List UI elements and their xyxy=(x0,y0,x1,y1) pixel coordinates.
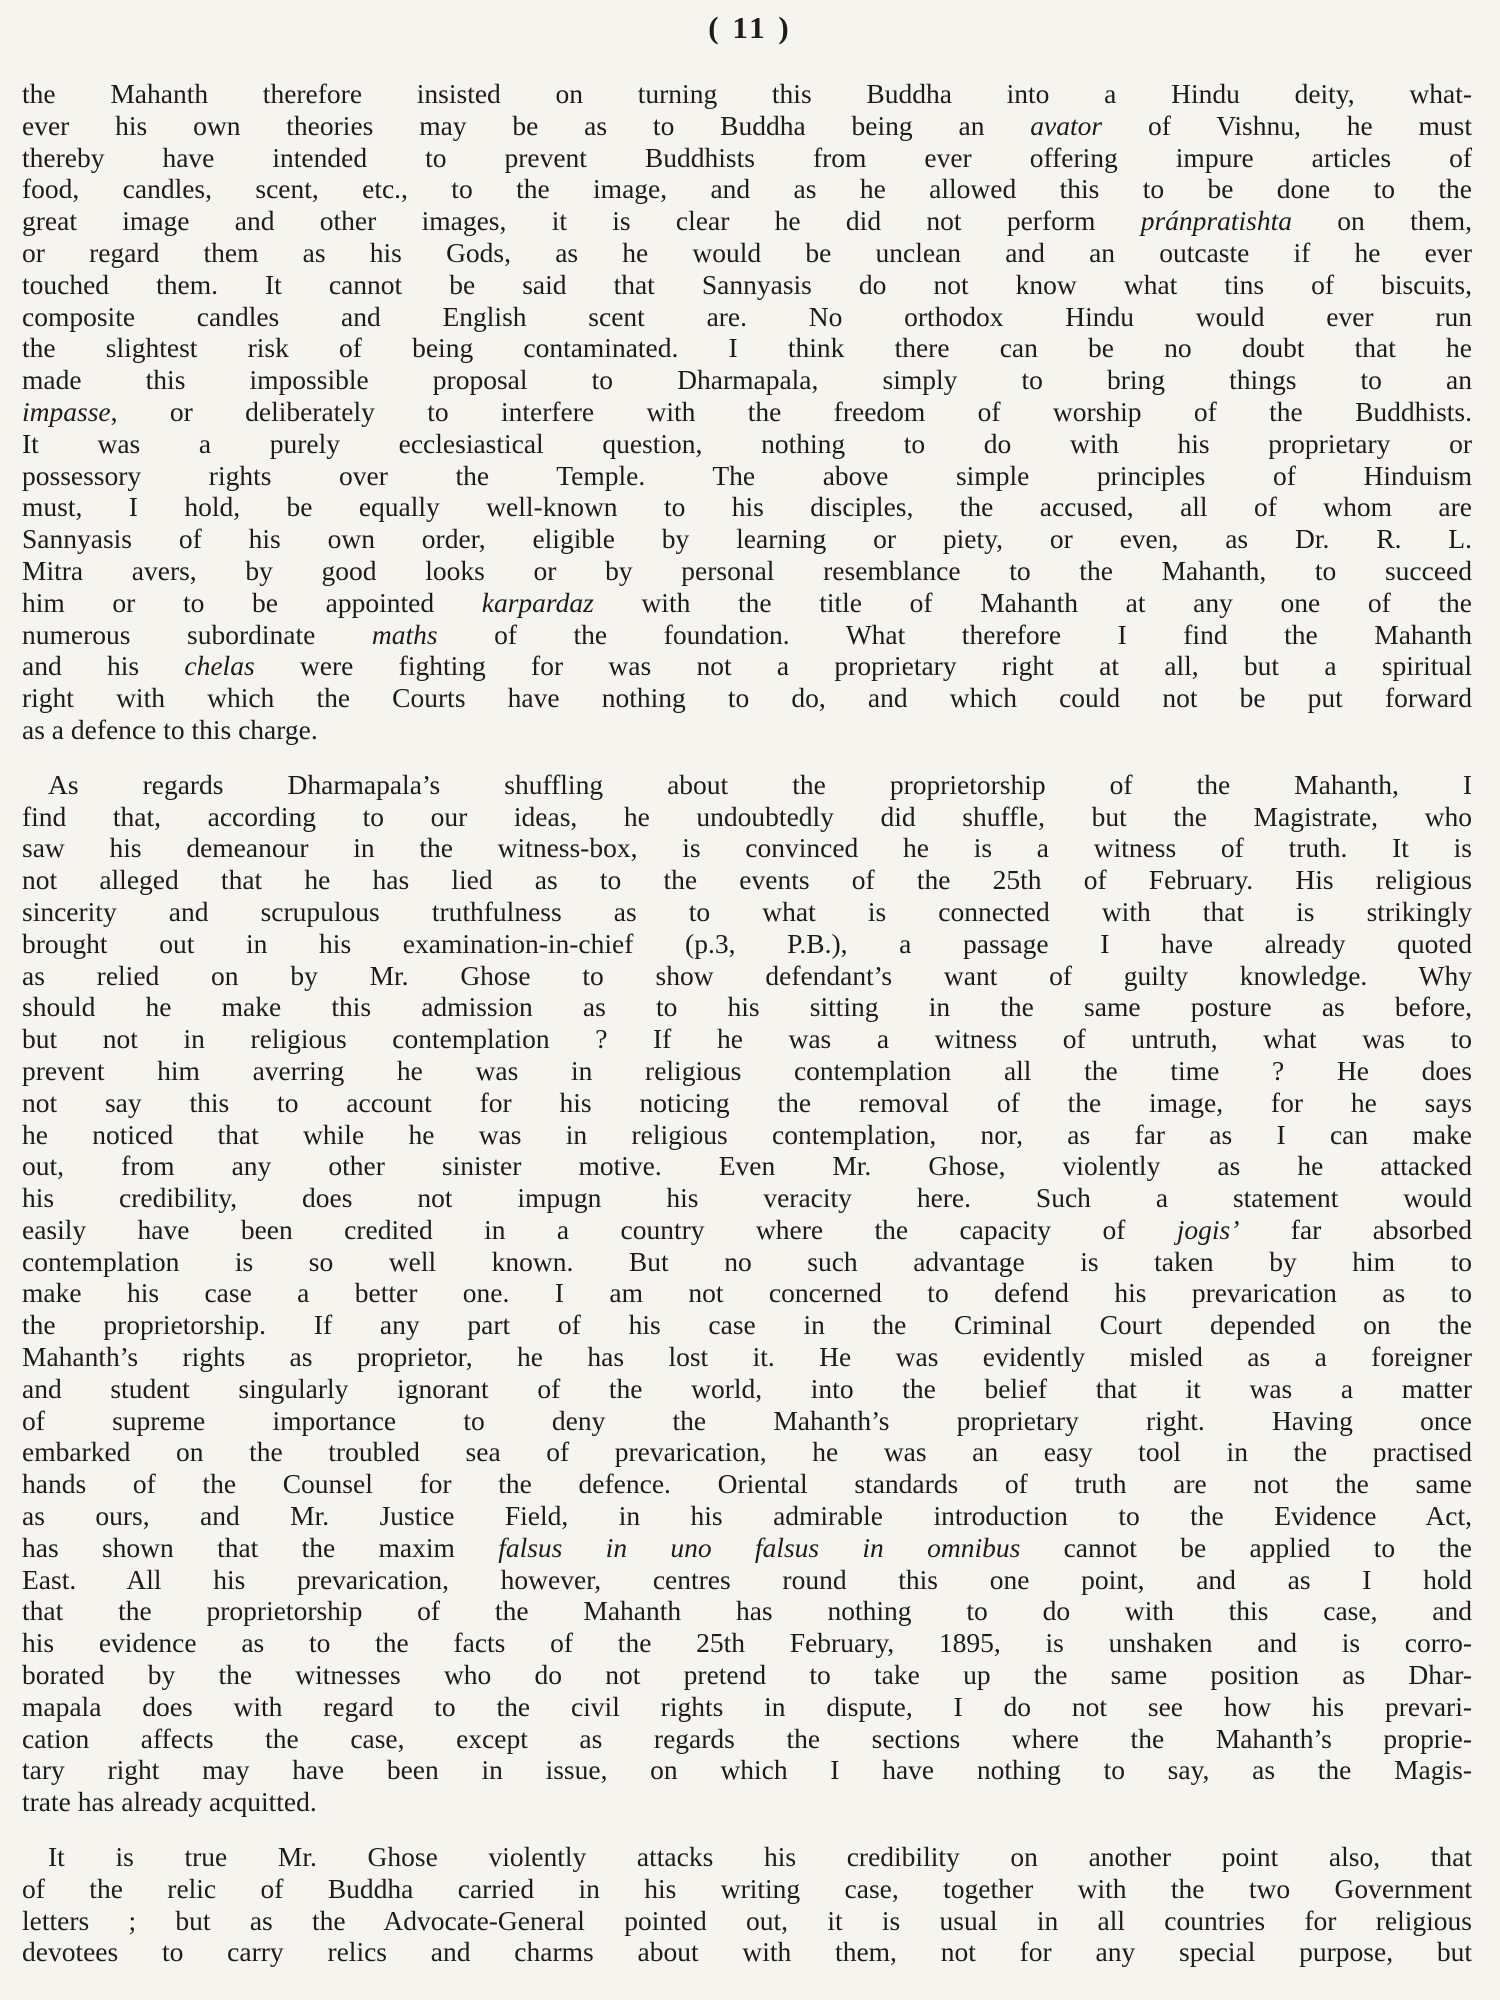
text-line: the proprietorship. If any part of his case in the Criminal Court depended on the xyxy=(22,1309,1472,1341)
text-line: composite candles and English scent are. No orthodox Hindu would ever run xyxy=(22,300,1472,332)
italic-term: jogis’ xyxy=(1176,1213,1240,1245)
text-line: make his case a better one. I am not concerned to defend his prevarication as to xyxy=(22,1277,1472,1309)
text-line: food, candles, scent, etc., to the image, and as he allowed this to be done to the xyxy=(22,173,1472,205)
text-line: East. All his prevarication, however, centres round this one point, and as I hold xyxy=(22,1563,1472,1595)
italic-term: chelas xyxy=(184,650,255,682)
text-line: his evidence as to the facts of the 25th February, 1895, is unshaken and is corro- xyxy=(22,1627,1472,1659)
body-text xyxy=(22,78,1472,1968)
text-line: contemplation is so well known. But no such advantage is taken by him to xyxy=(22,1245,1472,1277)
text-line: letters ; but as the Advocate-General pointed out, it is usual in all countries for religious xyxy=(22,1904,1472,1936)
text-line: as ours, and Mr. Justice Field, in his admirable introduction to the Evidence Act, xyxy=(22,1500,1472,1532)
text-line: as relied on by Mr. Ghose to show defendant’s want of guilty knowledge. Why xyxy=(22,959,1472,991)
italic-term: pránpratishta xyxy=(1140,205,1292,237)
text-line: or regard them as his Gods, as he would be unclean and an outcaste if he ever xyxy=(22,236,1472,268)
text-line: numerous subordinate maths of the foundation. What therefore I find the Mahanth xyxy=(22,618,1472,650)
text-line: easily have been credited in a country where the capacity of jogis’ far absorbed xyxy=(22,1213,1472,1245)
text-line: find that, according to our ideas, he undoubtedly did shuffle, but the Magistrate, who xyxy=(22,800,1472,832)
italic-term: falsus in uno falsus in omnibus xyxy=(498,1531,1021,1563)
document-page xyxy=(22,0,1478,2000)
text-line: and his chelas were fighting for was not a proprietary right at all, but a spiritual xyxy=(22,650,1472,682)
text-line: As regards Dharmapala’s shuffling about the proprietorship of the Mahanth, I xyxy=(48,768,1472,800)
text-line: Sannyasis of his own order, eligible by learning or piety, or even, as Dr. R. L. xyxy=(22,523,1472,555)
text-line: touched them. It cannot be said that Sannyasis do not know what tins of biscuits, xyxy=(22,268,1472,300)
text-line: mapala does with regard to the civil rights in dispute, I do not see how his prevari- xyxy=(22,1690,1472,1722)
text-line: impasse, or deliberately to interfere with the freedom of worship of the Buddhists. xyxy=(22,395,1472,427)
text-line: should he make this admission as to his sitting in the same posture as before, xyxy=(22,991,1472,1023)
text-line: the slightest risk of being contaminated. I think there can be no doubt that he xyxy=(22,332,1472,364)
text-line: not alleged that he has lied as to the events of the 25th of February. His religious xyxy=(22,864,1472,896)
text-line: as a defence to this charge. xyxy=(22,713,318,745)
page-number: ( 11 ) xyxy=(708,10,792,45)
text-line: ever his own theories may be as to Buddha being an avator of Vishnu, he must xyxy=(22,109,1473,141)
text-line: thereby have intended to prevent Buddhists from ever offering impure articles of xyxy=(22,141,1472,173)
text-line: the Mahanth therefore insisted on turning this Buddha into a Hindu deity, what- xyxy=(22,78,1472,109)
text-line: embarked on the troubled sea of prevarication, he was an easy tool in the practised xyxy=(22,1436,1472,1468)
text-line: that the proprietorship of the Mahanth has nothing to do with this case, and xyxy=(22,1595,1472,1627)
text-line: him or to be appointed karpardaz with the title of Mahanth at any one of the xyxy=(22,586,1472,618)
text-line: sincerity and scrupulous truthfulness as to what is connected with that is strikingly xyxy=(22,895,1472,927)
paragraph xyxy=(22,769,1472,1818)
text-line: devotees to carry relics and charms about with them, not for any special purpose, but xyxy=(22,1936,1472,1968)
text-line: borated by the witnesses who do not pretend to take up the same position as Dhar- xyxy=(22,1659,1472,1691)
text-line: made this impossible proposal to Dharmapala, simply to bring things to an xyxy=(22,364,1472,396)
text-line: must, I hold, be equally well-known to his disciples, the accused, all of whom are xyxy=(22,491,1472,523)
italic-term: impasse xyxy=(22,395,111,427)
text-line: cation affects the case, except as regards the sections where the Mahanth’s proprie- xyxy=(22,1722,1472,1754)
italic-term: maths xyxy=(371,618,438,650)
text-line: trate has already acquitted. xyxy=(22,1786,317,1818)
text-line: possessory rights over the Temple. The above simple principles of Hinduism xyxy=(22,459,1472,491)
text-line: he noticed that while he was in religious contemplation, nor, as far as I can make xyxy=(22,1118,1472,1150)
text-line: and student singularly ignorant of the world, into the belief that it was a matter xyxy=(22,1372,1472,1404)
text-line: brought out in his examination-in-chief (p.3, P.B.), a passage I have already quoted xyxy=(22,927,1472,959)
text-line: hands of the Counsel for the defence. Oriental standards of truth are not the same xyxy=(22,1468,1472,1500)
text-line: Mahanth’s rights as proprietor, he has lost it. He was evidently misled as a foreigner xyxy=(22,1341,1472,1373)
text-line: out, from any other sinister motive. Even Mr. Ghose, violently as he attacked xyxy=(22,1150,1472,1182)
italic-term: karpardaz xyxy=(481,586,594,618)
paragraph-gap xyxy=(22,1818,1472,1841)
text-line: It was a purely ecclesiastical question, nothing to do with his proprietary or xyxy=(22,427,1472,459)
text-line: his credibility, does not impugn his veracity here. Such a statement would xyxy=(22,1182,1472,1214)
text-line: It is true Mr. Ghose violently attacks his credibility on another point also, that xyxy=(48,1841,1472,1873)
paragraph xyxy=(22,1841,1472,1968)
italic-term: avator xyxy=(1030,109,1103,141)
text-line: of the relic of Buddha carried in his writing case, together with the two Government xyxy=(22,1872,1472,1904)
text-line: not say this to account for his noticing the removal of the image, for he says xyxy=(22,1086,1472,1118)
text-line: but not in religious contemplation ? If he was a witness of untruth, what was to xyxy=(22,1023,1472,1055)
text-line: great image and other images, it is clear he did not perform pránpratishta on them, xyxy=(22,205,1472,237)
text-line: saw his demeanour in the witness-box, is convinced he is a witness of truth. It is xyxy=(22,832,1472,864)
text-line: has shown that the maxim falsus in uno falsus in omnibus cannot be applied to the xyxy=(22,1531,1472,1563)
text-line: right with which the Courts have nothing to do, and which could not be put forward xyxy=(22,682,1472,714)
text-line: prevent him averring he was in religious contemplation all the time ? He does xyxy=(22,1054,1472,1086)
paragraph-gap xyxy=(22,746,1472,769)
paragraph xyxy=(22,78,1472,746)
text-line: Mitra avers, by good looks or by personal resemblance to the Mahanth, to succeed xyxy=(22,554,1472,586)
text-line: of supreme importance to deny the Mahanth’s proprietary right. Having once xyxy=(22,1404,1472,1436)
text-line: tary right may have been in issue, on which I have nothing to say, as the Magis- xyxy=(22,1754,1472,1786)
